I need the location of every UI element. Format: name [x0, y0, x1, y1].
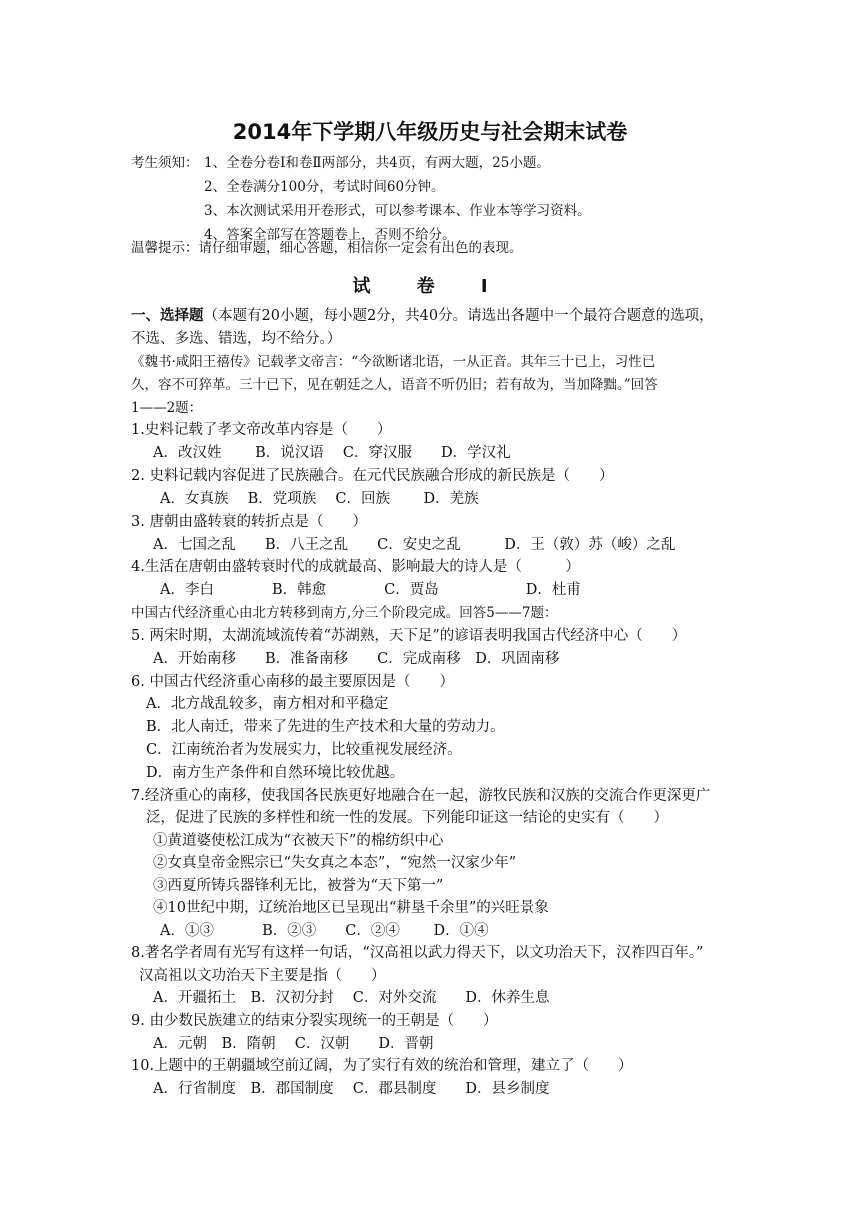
part1-intro-line1 — [131, 306, 714, 326]
q7-item-3: ③西夏所铸兵器锋利无比，被誉为“天下第一” — [153, 878, 444, 894]
q10-stem: 10.上题中的王朝疆域空前辽阔，为了实行有效的统治和管理，建立了（ ） — [131, 1058, 633, 1074]
exam-title: 2014年下学期八年级历史与社会期末试卷 — [232, 120, 628, 144]
q7-options: A．①③ B．②③ C．②④ D．①④ — [160, 923, 489, 939]
q6-option-d: D．南方生产条件和自然环境比较优越。 — [146, 765, 405, 781]
notice-item-3: 3、本次测试采用开卷形式，可以参考课本、作业本等学习资料。 — [204, 203, 591, 219]
q2-options: A．女真族 B．党项族 C．回族 D．羌族 — [160, 491, 479, 507]
section-title: 试 卷 Ⅰ — [352, 276, 508, 297]
q7-item-1: ①黄道婆使松江成为“衣被天下”的棉纺织中心 — [153, 833, 444, 849]
passage1-line1: 《魏书·咸阳王禧传》记载孝文帝言：“今欲断诸北语，一从正音。其年三十已上，习性已 — [131, 354, 656, 370]
passage1-line3: 1——2题： — [131, 400, 203, 416]
q5-stem: 5. 两宋时期，太湖流域流传着“苏湖熟，天下足”的谚语表明我国古代经济中心（ ） — [131, 628, 687, 644]
q1-stem: 1.史料记载了孝文帝改革内容是（ ） — [131, 422, 392, 438]
q6-option-a: A．北方战乱较多，南方相对和平稳定 — [146, 696, 389, 712]
notice-item-4: 4、答案全部写在答题卷上，否则不给分。 — [204, 227, 456, 243]
notice-label: 考生须知： — [131, 155, 199, 171]
notice-item-2: 2、全卷满分100分，考试时间60分钟。 — [204, 179, 445, 195]
q7-stem-line2: 泛，促进了民族的多样性和统一性的发展。下列能印证这一结论的史实有（ ） — [146, 810, 668, 826]
q9-options: A．元朝 B．隋朝 C．汉朝 D．晋朝 — [153, 1036, 434, 1052]
q10-options: A．行省制度 B．郡国制度 C．郡县制度 D．县乡制度 — [153, 1081, 550, 1097]
q3-options: A．七国之乱 B．八王之乱 C．安史之乱 D．王（敦）苏（峻）之乱 — [153, 537, 676, 553]
part1-heading: 一、选择题 — [131, 307, 204, 324]
q7-item-2: ②女真皇帝金熙宗已“失女真之本态”，“宛然一汉家少年” — [153, 855, 517, 871]
part1-intro-text: （本题有20小题，每小题2分，共40分。请选出各题中一个最符合题意的选项， — [203, 308, 714, 324]
q9-stem: 9. 由少数民族建立的结束分裂实现统一的王朝是（ ） — [131, 1013, 498, 1029]
q4-options: A．李白 B．韩愈 C．贾岛 D．杜甫 — [160, 582, 581, 598]
q4-stem: 4.生活在唐朝由盛转衰时代的成就最高、影响最大的诗人是（ ） — [131, 559, 580, 575]
q7-item-4: ④10世纪中期，辽统治地区已呈现出“耕垦千余里”的兴旺景象 — [153, 900, 549, 916]
part1-intro-line2: 不选、多选、错选，均不给分。） — [131, 331, 342, 347]
q1-options: A．改汉姓 B．说汉语 C．穿汉服 D．学汉礼 — [153, 445, 511, 461]
q8-stem-line2: 汉高祖以文功治天下主要是指（ ） — [139, 968, 386, 984]
q6-option-c: C．江南统治者为发展实力，比较重视发展经济。 — [146, 742, 462, 758]
q2-stem: 2. 史料记载内容促进了民族融合。在元代民族融合形成的新民族是（ ） — [131, 468, 614, 484]
passage2: 中国古代经济重心由北方转移到南方,分三个阶段完成。回答5——7题： — [131, 605, 558, 621]
q7-stem-line1: 7.经济重心的南移，使我国各民族更好地融合在一起，游牧民族和汉族的交流合作更深更广 — [131, 788, 711, 804]
q6-stem: 6. 中国古代经济重心南移的最主要原因是（ ） — [131, 674, 454, 690]
warm-tip: 温馨提示：请仔细审题，细心答题，相信你一定会有出色的表现。 — [131, 240, 523, 256]
q8-stem-line1: 8.著名学者周有光写有这样一句话，“汉高祖以武力得天下，以文功治天下，汉祚四百年。” — [131, 945, 704, 961]
notice-item-1: 1、全卷分卷Ⅰ和卷Ⅱ两部分，共4页，有两大题，25小题。 — [204, 155, 550, 171]
q6-option-b: B．北人南迁，带来了先进的生产技术和大量的劳动力。 — [146, 719, 505, 735]
passage1-line2: 久，容不可猝革。三十已下，见在朝廷之人，语音不听仍旧；若有故为，当加降黜。”回答 — [131, 377, 658, 393]
q8-options: A．开疆拓土 B．汉初分封 C．对外交流 D．休养生息 — [153, 990, 550, 1006]
q3-stem: 3. 唐朝由盛转衰的转折点是（ ） — [131, 514, 367, 530]
q5-options: A．开始南移 B．准备南移 C．完成南移 D．巩固南移 — [153, 651, 560, 667]
